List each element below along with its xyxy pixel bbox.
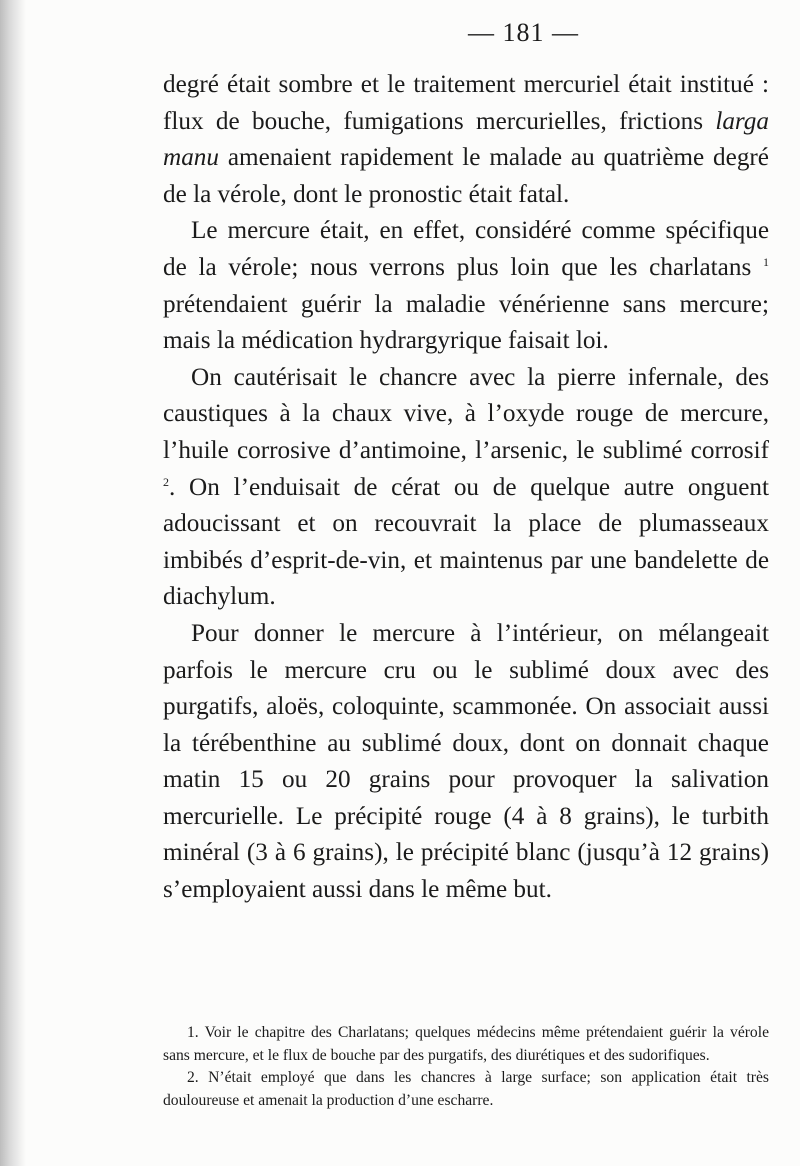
binding-gutter: [0, 0, 26, 1166]
paragraph-2-end: prétendaient guérir la maladie vénérienne sans mercure; mais la médication hydrargyrique faisait loi.: [163, 290, 769, 355]
paragraph-4: Pour donner le mercure à l’intérieur, on mélangeait parfois le mercure cru ou le sublimé doux avec des purgatifs, aloës, coloquinte, scammonée. On associait aussi la térébenthine au sublimé doux, dont on donnait chaque matin 15 ou 20 grains pour provoquer la salivation mercurielle. Le précipité rouge (4 à 8 grains), le turbith minéral (3 à 6 grains), le précipité blanc (jusqu’à 12 grains) s’employaient aussi dans le même but.: [163, 619, 769, 904]
paragraph-2: [163, 213, 769, 359]
page-number: — 181 —: [468, 18, 579, 47]
footnote-2: 2. N’était employé que dans les chancres à large surface; son application était très douloureuse et amenait la production d’une escharre.: [163, 1069, 769, 1109]
footnote-ref-2: 2: [163, 474, 169, 489]
footnote-ref-1: 1: [763, 254, 769, 269]
paragraph-3-text: On cautérisait le chancre avec la pierre infernale, des caustiques à la chaux vive, à l’oxyde rouge de mercure, l’huile corrosive d’antimoine, l’arsenic, le sublimé corrosif: [163, 363, 769, 464]
body-text: [163, 67, 769, 909]
footnote-1: 1. Voir le chapitre des Charlatans; quelques médecins même prétendaient guérir la vérole sans mercure, et le flux de bouche par des purgatifs, des diurétiques et des sudorifiques.: [163, 1024, 769, 1064]
paragraph-1-text: degré était sombre et le traitement mercuriel était institué : flux de bouche, fumigations mercurielles, frictions: [163, 71, 769, 135]
paragraph-3-end: . On l’enduisait de cérat ou de quelque autre onguent adoucissant et on recouvrait la place de plumasseaux imbibés d’esprit-de-vin, et maintenus par une bandelette de diachylum.: [163, 473, 769, 611]
paragraph-1-end: amenaient rapidement le malade au quatrième degré de la vérole, dont le pronostic était fatal.: [163, 144, 769, 208]
paragraph-1-italic: larga manu: [163, 107, 769, 172]
paragraph-3: [163, 360, 769, 616]
paragraph-1: [163, 67, 769, 213]
footnotes: [163, 1022, 769, 1112]
paragraph-2-text: Le mercure était, en effet, considéré comme spécifique de la vérole; nous verrons plus loin que les charlatans: [163, 217, 769, 281]
